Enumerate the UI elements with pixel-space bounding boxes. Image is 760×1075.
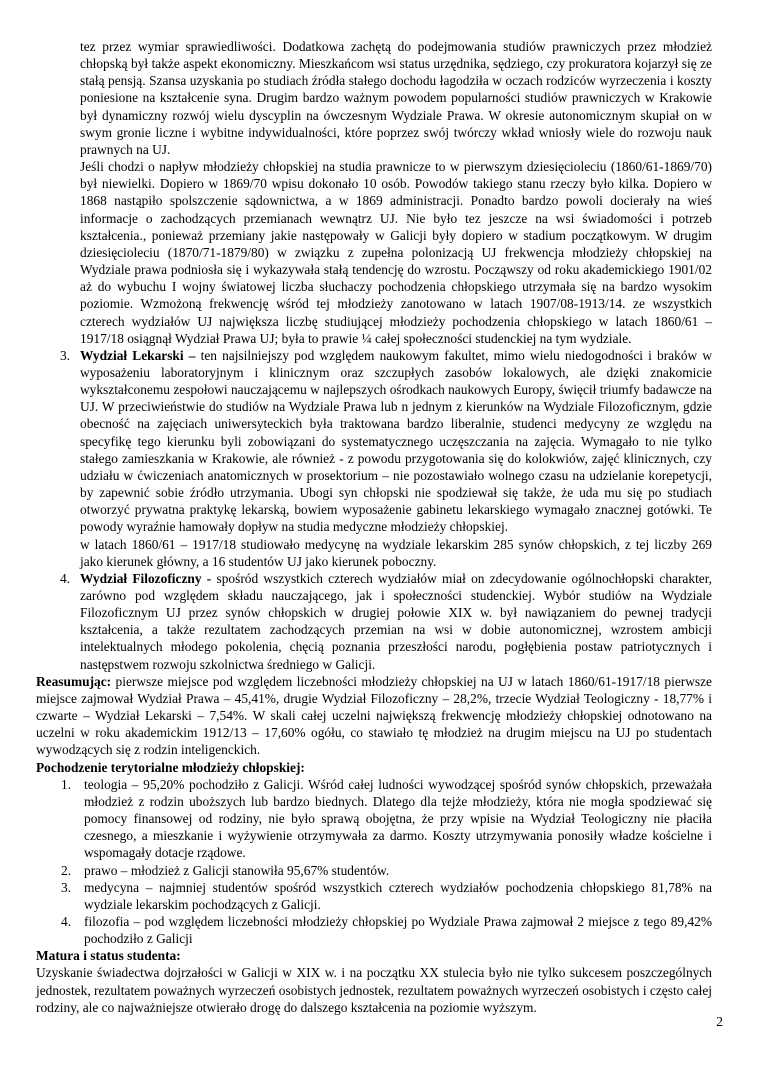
origin-item	[61, 862, 712, 879]
list-number: 1.	[61, 776, 72, 792]
item-extra-text: w latach 1860/61 – 1917/18 studiowało medycynę na wydziale lekarskim 285 synów chłopskich, z tej liczby 269 jako kierunek główny, a 16 studentów UJ jako kierunek poboczny.	[80, 536, 712, 569]
origin-item	[61, 913, 712, 947]
page-number: 2	[716, 1014, 723, 1029]
origin-item-text: filozofia – pod względem liczebności młodzieży chłopskiej po Wydziale Prawa zajmował 2 miejsce z tego 89,42% pochodziło z Galicji	[84, 913, 712, 947]
list-number: 4.	[61, 913, 72, 929]
origin-item	[61, 776, 712, 862]
summary-paragraph	[36, 673, 712, 759]
list-item-wydzial-filozoficzny	[60, 570, 712, 673]
list-number: 2.	[61, 862, 72, 878]
list-item-wydzial-lekarski	[60, 347, 712, 570]
list-number: 3.	[61, 879, 72, 895]
summary-text: pierwsze miejsce pod względem liczebności młodzieży chłopskiej na UJ w latach 1860/61-1917/18 pierwsze miejsce zajmował Wydział Prawa – 45,41%, drugie Wydział Filozoficzny – 28,2%, trzecie Wydział Teologiczny - 18,77% i czwarte – Wydział Lekarski – 7,54%. W skali całej uczelni największą frekwencję młodzieży chłopskiej odnotowano na uczelni w roku akademickim 1912/13 – 17,60% ogółu, co stawiało tę młodzież na drugim miejscu na UJ po studentach wywodzących się z rodzin inteligenckich.	[36, 673, 712, 758]
origin-item	[61, 879, 712, 913]
list-number: 3.	[60, 347, 71, 363]
summary-title: Reasumując:	[36, 673, 112, 689]
intro-paragraph-2: Jeśli chodzi o napływ młodzieży chłopskiej na studia prawnicze to w pierwszym dziesięcioleciu (1860/61-1869/70) był niewielki. Dopiero w 1869/70 wpisu dokonało 10 osób. Powodów takiego stanu rzeczy było kilka. Dopiero w 1868 nastąpiło spolszczenie sądownictwa, a w 1869 administracji. Ponadto bardzo powoli docierały na wieś informacje o zachodzących przemianach wewnątrz UJ. Nie było tez jeszcze na wsi świadomości i potrzeb kształcenia., ponieważ przemiany jakie następowały w Galicji były dopiero w stadium początkowym. W drugim dziesięcioleciu (1870/71-1879/80) w związku z zupełna polonizacją UJ frekwencja młodzieży chłopskiej na Wydziale prawa podniosła się i wykazywała stałą tendencję do wzrostu. Począwszy od roku akademickiego 1901/02 aż do wybuchu I wojny światowej liczba słuchaczy pochodzenia chłopskiego utrzymała się na bardzo wysokim poziomie. Wzmożoną frekwencję wśród tej młodzieży zanotowano w latach 1907/08-1913/14. ze wszystkich czterech wydziałów UJ największa liczbę studiującej młodzieży pochodzenia chłopskiego w latach 1860/61 – 1917/18 osiągnął Wydział Prawa UJ; była to prawie ¼ całej społeczności studenckiej na tym wydziale.	[80, 159, 712, 346]
item-title: Wydział Filozoficzny -	[80, 570, 212, 586]
matura-heading: Matura i status studenta:	[36, 948, 181, 964]
page-content	[0, 38, 760, 1016]
list-number: 4.	[60, 570, 71, 586]
origin-item-text: prawo – młodzież z Galicji stanowiła 95,67% studentów.	[84, 862, 390, 878]
intro-paragraph-1: tez przez wymiar sprawiedliwości. Dodatkowa zachętą do podejmowania studiów prawniczych przez młodzież chłopską był także aspekt ekonomiczny. Mieszkańcom wsi status urzędnika, sędziego, czy prokuratora kojarzył się ze stałą pensją. Szansa uzyskania po studiach źródła stałego dochodu łagodziła w oczach rodziców wyrzeczenia i koszty poniesione na kształcenie syna. Drugim bardzo ważnym powodem popularności studiów prawniczych w Krakowie był dynamiczny rozwój wielu dyscyplin na ówczesnym Wydziale Prawa. W okresie autonomicznym skupiał on w swym gronie liczne i wybitne indywidualności, które poprzez swój twórczy wkład wniosły wiele do rozwoju nauk prawnych na UJ.	[80, 39, 712, 157]
matura-paragraph: Uzyskanie świadectwa dojrzałości w Galicji w XIX w. i na początku XX stulecia było nie tylko sukcesem poszczególnych jednostek, rezultatem poważnych wyrzeczeń osobistych jednostek, rezultatem poważnych wyrzeczeń osobistych i często całej rodziny, ale co najważniejsze otwierało drogę do dalszego kształcenia na poziomie wyższym.	[36, 965, 712, 1015]
item-text: spośród wszystkich czterech wydziałów miał on zdecydowanie ogólnochłopski charakter, zarówno pod względem składu nauczającego, jak i społeczności studenckiej. Wybór studiów na Wydziale Filozoficznym UJ przez synów chłopskich w drugiej połowie XIX w. był nawiązaniem do pewnej tradycji kształcenia, a także rezultatem zachodzących przemian na wsi w dobie autonomicznej, wzrostem ambicji intelektualnych młodego pokolenia, chęcią poznania przeszłości narodu, pogłębienia postaw patriotycznych i następstwem rozwoju szkolnictwa średniego w Galicji.	[80, 570, 712, 672]
origin-item-text: teologia – 95,20% pochodziło z Galicji. Wśród całej ludności wywodzącej spośród synów chłopskich, przeważała młodzież z rodzin uboższych lub bardzo biednych. Dlatego dla tejże młodzieży, która nie mogła spodziewać się pomocy finansowej od rodziny, nie było sprawą obojętna, że przy wpisie na Wydział Teologiczny nie płaciła czesnego, a mieszkanie i wyżywienie otrzymywała za darmo. Koszty utrzymywania ponosiły władze kościelne i wspomagały dotacje rządowe.	[84, 776, 712, 861]
item-text: ten najsilniejszy pod względem naukowym fakultet, mimo wielu niedogodności i braków w wyposażeniu laboratoryjnym i klinicznym oraz szczupłych zasobów lokalowych, ale dzięki znakomicie wykształconemu zespołowi nauczającemu w najlepszych ośrodkach naukowych Europy, święcił triumfy badawcze na UJ. W przeciwieństwie do studiów na Wydziale Prawa lub n jednym z kierunków na Wydziale Filozoficznym, gdzie obecność na zajęciach uniwersyteckich była traktowana bardzo liberalnie, studenci medycyny ze względu na specyfikę tego kierunku byli zobowiązani do systematycznego uczęszczania na zajęcia. Wymagało to nie tylko stałego zamieszkania w Krakowie, ale również - z powodu przygotowania się do kolokwiów, zajęć klinicznych, czy udziału w ćwiczeniach anatomicznych w prosektorium – nie pozostawiało wolnego czasu na udzielanie korepetycji, by zapewnić sobie źródło utrzymania. Ubogi syn chłopski nie spodziewał się także, że uda mu się po studiach otworzyć prywatna praktykę lekarską, bowiem wyposażenie gabinetu lekarskiego wymagało znacznej gotówki. Te powody wyraźnie hamowały dopływ na studia medyczne młodzieży chłopskiej.	[80, 347, 712, 535]
origin-item-text: medycyna – najmniej studentów spośród wszystkich czterech wydziałów pochodzenia chłopskiego 81,78% na wydziale lekarskim pochodzących z Galicji.	[84, 879, 712, 912]
item-title: Wydział Lekarski –	[80, 347, 196, 363]
origin-heading: Pochodzenie terytorialne młodzieży chłopskiej:	[36, 759, 305, 775]
